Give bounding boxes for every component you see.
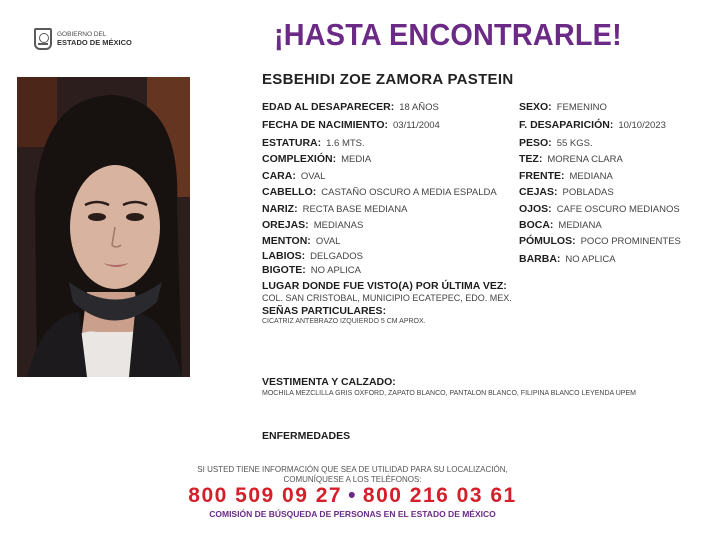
field-label: CARA: — [262, 170, 296, 182]
contact-info — [0, 465, 705, 485]
field-lips — [262, 250, 363, 262]
field-hair — [262, 186, 497, 198]
field-cheekbones — [519, 235, 681, 247]
field-eyebrows — [519, 186, 614, 198]
field-weight — [519, 137, 593, 149]
state-emblem-icon — [34, 28, 52, 50]
field-value: OVAL — [315, 236, 341, 247]
field-complexion — [519, 153, 623, 165]
field-age — [262, 101, 439, 113]
field-chin — [262, 235, 340, 247]
portrait-illustration — [17, 77, 190, 377]
missing-person-photo — [17, 77, 190, 377]
field-value: MORENA CLARA — [547, 154, 623, 165]
field-label: PESO: — [519, 137, 552, 149]
phone-number-1[interactable]: 800 509 09 27 — [188, 484, 343, 507]
field-value: CASTAÑO OSCURO A MEDIA ESPALDA — [321, 187, 497, 198]
field-label: COMPLEXIÓN: — [262, 153, 337, 165]
field-value: NO APLICA — [565, 254, 616, 265]
field-label: CEJAS: — [519, 186, 558, 198]
field-mouth — [519, 219, 602, 231]
field-beard — [519, 253, 616, 265]
clothing-label: VESTIMENTA Y CALZADO: — [262, 376, 396, 388]
field-birthdate — [262, 119, 440, 131]
field-value: MEDIANAS — [313, 220, 364, 231]
field-mustache — [262, 264, 361, 276]
agency-name: COMISIÓN DE BÚSQUEDA DE PERSONAS EN EL ESTADO DE MÉXICO — [209, 509, 496, 519]
field-forehead — [519, 170, 613, 182]
field-height — [262, 137, 365, 149]
last-seen-value: COL. SAN CRISTOBAL, MUNICIPIO ECATEPEC, EDO. MEX. — [262, 293, 512, 303]
last-seen-label: LUGAR DONDE FUE VISTO(A) POR ÚLTIMA VEZ: — [262, 280, 507, 292]
person-name: ESBEHIDI ZOE ZAMORA PASTEIN — [262, 71, 514, 88]
field-sex — [519, 101, 607, 113]
logo-line-2: ESTADO DE MÉXICO — [57, 37, 132, 47]
contact-info-line-2: COMUNÍQUESE A LOS TELÉFONOS: — [283, 475, 422, 484]
government-logo — [34, 28, 132, 50]
phone-numbers — [0, 484, 705, 508]
logo-line-1: GOBIERNO DEL — [57, 30, 107, 38]
field-value: 03/11/2004 — [393, 120, 440, 131]
field-value: 10/10/2023 — [618, 120, 666, 131]
field-disappearance-date — [519, 119, 666, 131]
field-value: 18 AÑOS — [399, 102, 439, 113]
phone-number-2[interactable]: 800 216 03 61 — [362, 484, 517, 507]
field-value: NO APLICA — [310, 265, 361, 276]
field-value: RECTA BASE MEDIANA — [302, 204, 408, 215]
field-value: MEDIA — [341, 154, 372, 165]
field-value: POBLADAS — [562, 187, 614, 198]
field-label: EDAD AL DESAPARECER: — [262, 101, 395, 113]
clothing-value: MOCHILA MEZCLILLA GRIS OXFORD, ZAPATO BLANCO, PANTALON BLANCO, FILIPINA BLANCO LEYENDA UPEM — [262, 390, 636, 397]
field-label: F. DESAPARICIÓN: — [519, 119, 614, 131]
field-nose — [262, 203, 407, 215]
field-value: CAFE OSCURO MEDIANOS — [556, 204, 680, 215]
field-eyes — [519, 203, 680, 215]
field-value: DELGADOS — [310, 251, 363, 262]
field-value: POCO PROMINENTES — [580, 236, 681, 247]
field-value: 55 KGS. — [556, 138, 593, 149]
field-label: OREJAS: — [262, 219, 309, 231]
field-label: BARBA: — [519, 253, 561, 265]
field-value: FEMENINO — [556, 102, 607, 113]
field-label: BIGOTE: — [262, 264, 306, 276]
field-value: MEDIANA — [558, 220, 602, 231]
illness-label: ENFERMEDADES — [262, 430, 351, 442]
field-label: LABIOS: — [262, 250, 306, 262]
field-label: OJOS: — [519, 203, 552, 215]
contact-info-line-1: SI USTED TIENE INFORMACIÓN QUE SEA DE UTILIDAD PARA SU LOCALIZACIÓN, — [197, 465, 508, 474]
field-label: ESTATURA: — [262, 137, 322, 149]
field-label: MENTON: — [262, 235, 311, 247]
field-label: FECHA DE NACIMIENTO: — [262, 119, 388, 131]
marks-value: CICATRIZ ANTEBRAZO IZQUIERDO 5 CM APROX. — [262, 318, 426, 325]
field-value: 1.6 MTS. — [326, 138, 365, 149]
phone-separator: • — [348, 484, 357, 507]
field-label: NARIZ: — [262, 203, 298, 215]
field-value: OVAL — [300, 171, 326, 182]
field-value: MEDIANA — [569, 171, 613, 182]
field-label: BOCA: — [519, 219, 554, 231]
field-label: PÓMULOS: — [519, 235, 576, 247]
field-face — [262, 170, 325, 182]
field-label: TEZ: — [519, 153, 543, 165]
field-build — [262, 153, 371, 165]
marks-label: SEÑAS PARTICULARES: — [262, 305, 387, 317]
field-label: CABELLO: — [262, 186, 317, 198]
field-ears — [262, 219, 363, 231]
headline: ¡HASTA ENCONTRARLE! — [274, 17, 622, 52]
field-label: SEXO: — [519, 101, 552, 113]
field-label: FRENTE: — [519, 170, 565, 182]
